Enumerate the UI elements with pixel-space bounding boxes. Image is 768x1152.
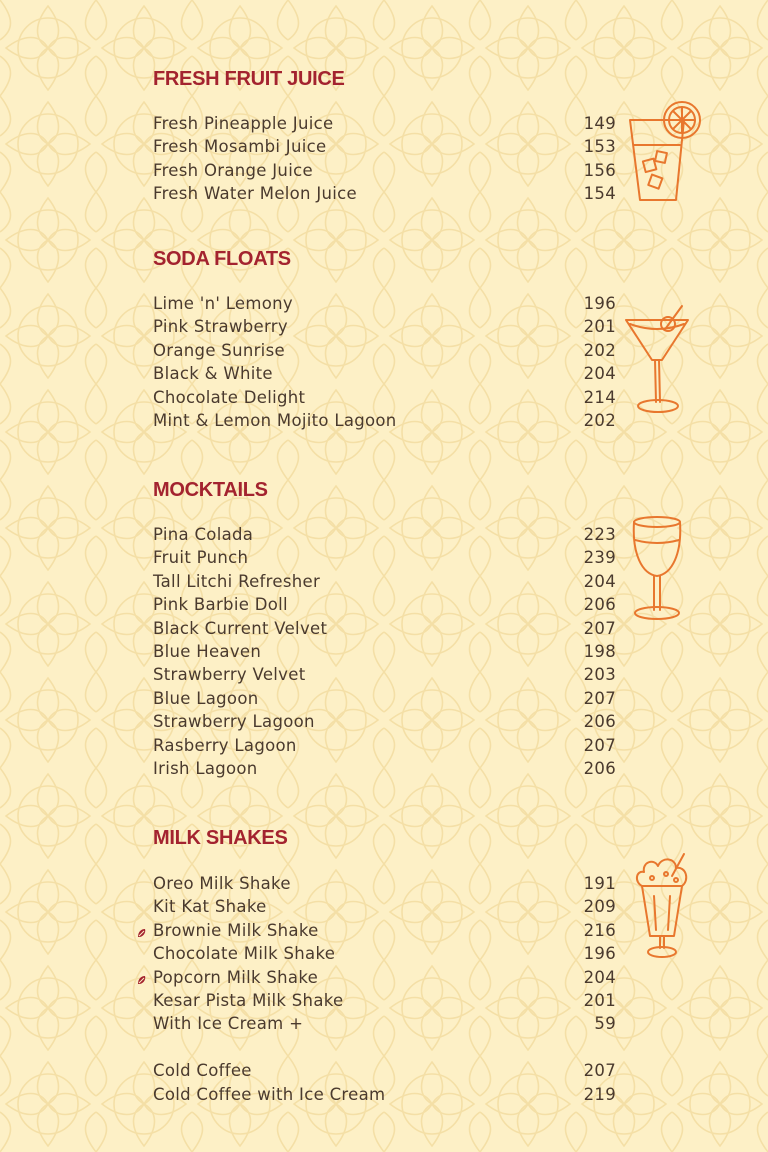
menu-item — [0, 712, 768, 735]
menu-item — [0, 642, 768, 665]
item-name: Strawberry Lagoon — [153, 712, 315, 732]
item-price: 204 — [583, 967, 616, 987]
item-name: Orange Sunrise — [153, 340, 285, 360]
item-name: Rasberry Lagoon — [153, 735, 297, 755]
menu-item — [0, 665, 768, 688]
item-name: Black & White — [153, 364, 273, 384]
item-price: 214 — [583, 387, 616, 407]
item-name: With Ice Cream + — [153, 1014, 304, 1034]
item-name: Strawberry Velvet — [153, 665, 306, 685]
section-title: FRESH FRUIT JUICE — [153, 68, 345, 90]
item-name: Black Current Velvet — [153, 618, 328, 638]
item-price: 149 — [583, 114, 616, 133]
item-name: Oreo Milk Shake — [153, 874, 291, 893]
item-name: Cold Coffee with Ice Cream — [153, 1084, 386, 1104]
item-name: Fresh Pineapple Juice — [153, 114, 334, 133]
item-name: Kesar Pista Milk Shake — [153, 991, 344, 1010]
menu-item — [0, 619, 768, 642]
item-name: Irish Lagoon — [153, 759, 258, 778]
item-name: Lime 'n' Lemony — [153, 294, 293, 313]
item-name: Kit Kat Shake — [153, 897, 267, 917]
item-price: 239 — [583, 548, 616, 568]
item-name: Pink Barbie Doll — [153, 595, 288, 615]
item-price: 223 — [583, 525, 616, 544]
item-name: Tall Litchi Refresher — [153, 571, 321, 591]
item-price: 207 — [583, 688, 616, 708]
item-price: 207 — [583, 618, 616, 638]
chef-special-icon — [137, 975, 147, 985]
item-price: 219 — [583, 1084, 616, 1104]
item-name: Fresh Water Melon Juice — [153, 184, 357, 204]
item-name: Chocolate Delight — [153, 387, 306, 407]
item-price: 204 — [583, 364, 616, 384]
menu-item — [0, 759, 768, 782]
item-price: 206 — [583, 712, 616, 732]
menu-item — [0, 1014, 768, 1037]
juice-glass-icon — [624, 100, 706, 206]
item-price: 203 — [583, 665, 616, 685]
item-price: 201 — [583, 991, 616, 1010]
menu-item — [0, 1061, 768, 1084]
item-name: Mint & Lemon Mojito Lagoon — [153, 411, 397, 430]
item-price: 59 — [594, 1014, 616, 1034]
menu-item — [0, 736, 768, 759]
item-price: 191 — [583, 874, 616, 893]
item-price: 207 — [583, 1061, 616, 1081]
item-price: 196 — [583, 294, 616, 313]
section-title: MOCKTAILS — [153, 479, 268, 501]
item-price: 204 — [583, 571, 616, 591]
item-name: Blue Lagoon — [153, 688, 259, 708]
item-name: Fruit Punch — [153, 548, 249, 568]
item-name: Chocolate Milk Shake — [153, 944, 336, 964]
item-price: 196 — [583, 944, 616, 964]
item-name: Brownie Milk Shake — [153, 920, 319, 940]
item-price: 156 — [583, 160, 616, 180]
item-name: Pina Colada — [153, 525, 254, 544]
item-price: 206 — [583, 595, 616, 615]
item-price: 207 — [583, 735, 616, 755]
item-name: Cold Coffee — [153, 1061, 252, 1081]
menu-item — [0, 689, 768, 712]
item-price: 216 — [583, 920, 616, 940]
item-price: 154 — [583, 184, 616, 204]
item-price: 209 — [583, 897, 616, 917]
section-title: MILK SHAKES — [153, 827, 288, 849]
menu-item — [0, 968, 768, 991]
cocktail-glass-icon — [622, 302, 692, 416]
item-name: Fresh Orange Juice — [153, 160, 313, 180]
item-price: 201 — [583, 317, 616, 337]
wine-glass-icon — [628, 514, 686, 622]
item-name: Fresh Mosambi Juice — [153, 137, 327, 157]
item-name: Popcorn Milk Shake — [153, 967, 319, 987]
menu-item — [0, 1085, 768, 1108]
menu-item — [0, 991, 768, 1014]
section-title: SODA FLOATS — [153, 248, 291, 270]
item-price: 198 — [583, 642, 616, 661]
chef-special-icon — [137, 928, 147, 938]
item-name: Pink Strawberry — [153, 317, 288, 337]
item-price: 153 — [583, 137, 616, 157]
item-name: Blue Heaven — [153, 642, 262, 661]
item-price: 202 — [583, 340, 616, 360]
item-price: 202 — [583, 411, 616, 430]
milkshake-glass-icon — [632, 852, 696, 962]
item-price: 206 — [583, 759, 616, 778]
